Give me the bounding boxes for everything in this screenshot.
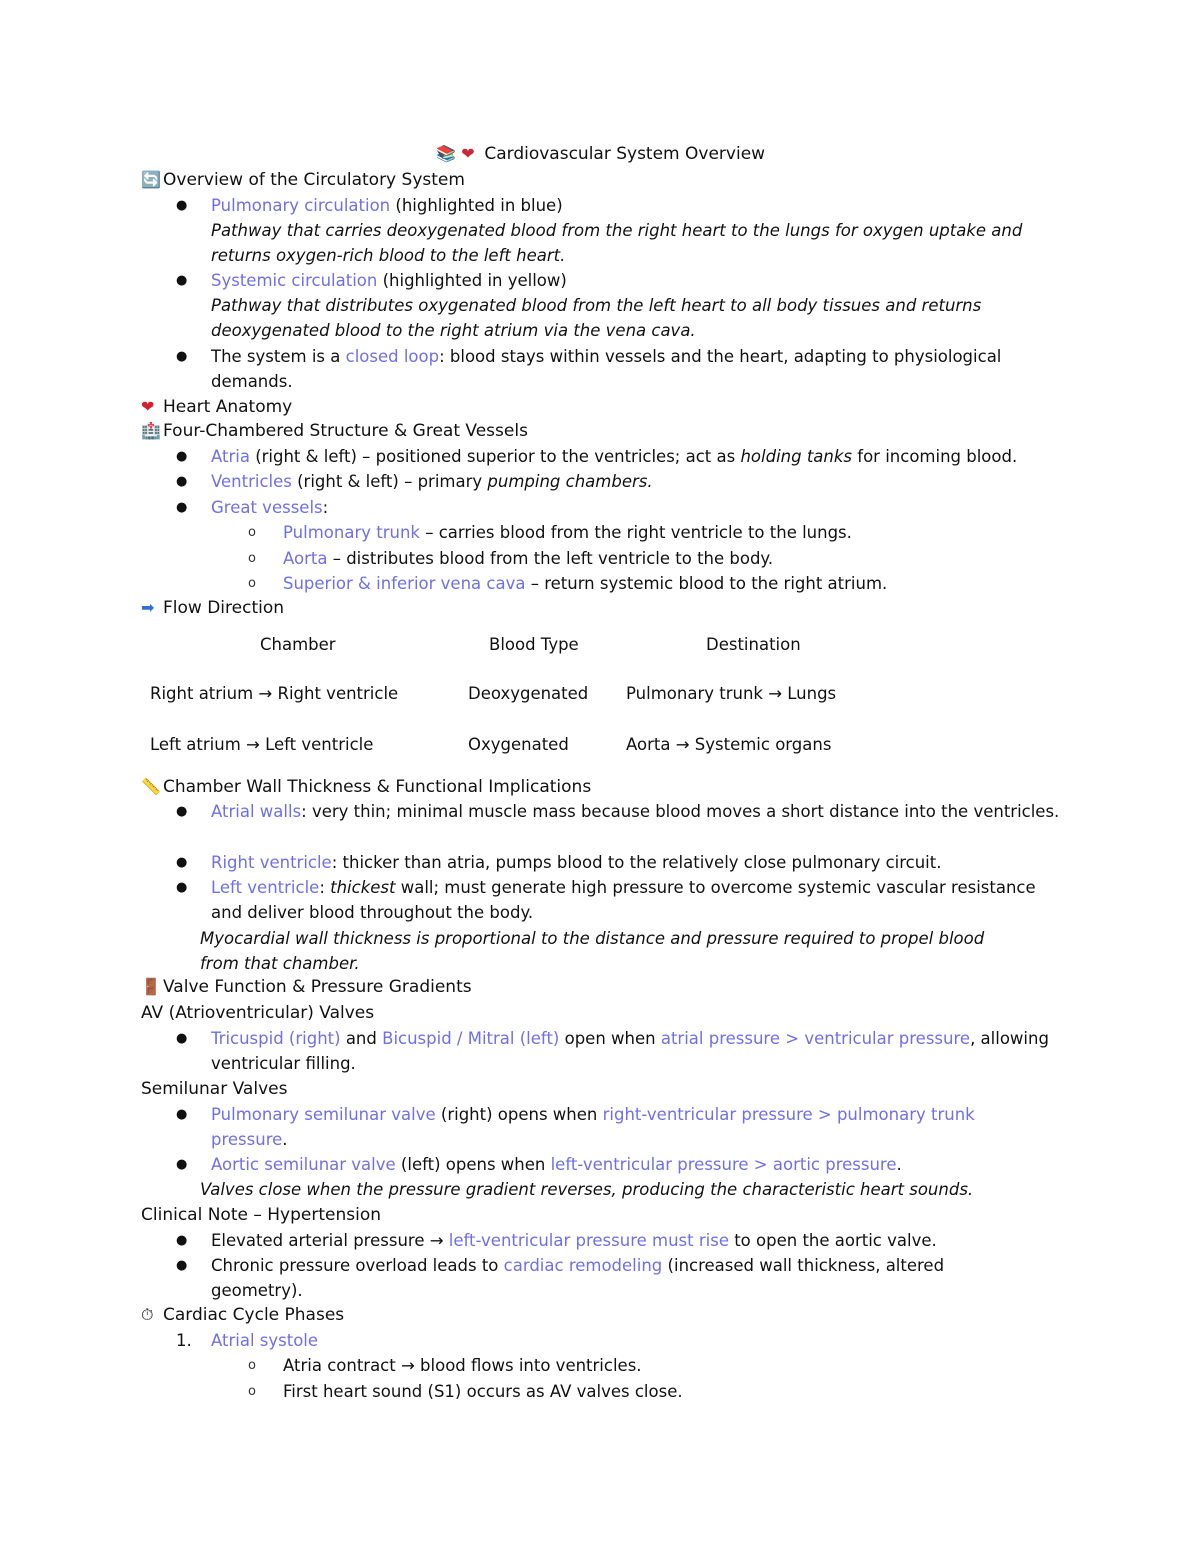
bullet: ● — [176, 198, 188, 213]
list-item: Atria (right & left) – positioned superior to the ventricles; act as holding tanks for incoming blood. — [211, 447, 1018, 466]
sub-list-item: Superior & inferior vena cava – return systemic blood to the right atrium. — [283, 574, 888, 593]
bullet: ● — [176, 449, 188, 464]
table-cell: Deoxygenated — [468, 684, 589, 703]
list-item: Elevated arterial pressure → left-ventricular pressure must rise to open the aortic valve. — [211, 1231, 937, 1250]
arrows-cycle-icon: 🔄 — [141, 170, 161, 189]
table-cell: Left atrium → Left ventricle — [150, 735, 374, 754]
section-heading-flow-direction: ➡ Flow Direction — [141, 598, 285, 618]
ruler-icon: 📏 — [141, 777, 161, 796]
bullet: ● — [176, 1233, 188, 1248]
list-item: Tricuspid (right) and Bicuspid / Mitral (left) open when atrial pressure > ventricular pressure, allowing ventricular filling. — [211, 1029, 1049, 1073]
list-item: Atrial systole — [211, 1331, 319, 1350]
table-header: Destination — [706, 635, 801, 654]
bullet: ● — [176, 880, 188, 895]
title-text: Cardiovascular System Overview — [484, 144, 766, 164]
table-header: Blood Type — [489, 635, 579, 654]
subheading-clinical-note: Clinical Note – Hypertension — [141, 1205, 381, 1225]
table-cell: Right atrium → Right ventricle — [150, 684, 399, 703]
sub-list-item: Atria contract → blood flows into ventricles. — [283, 1356, 642, 1375]
door-icon: 🚪 — [141, 977, 161, 996]
list-item: The system is a closed loop: blood stays within vessels and the heart, adapting to physiological demands. — [211, 347, 1002, 391]
sub-bullet: o — [248, 551, 256, 566]
list-item: Great vessels: — [211, 498, 329, 517]
list-item: Systemic circulation (highlighted in yellow) Pathway that distributes oxygenated blood from the left heart to all body tissues and returns deoxygenated blood to the right atrium via the vena cava. — [211, 271, 982, 340]
bullet: ● — [176, 855, 188, 870]
table-header: Chamber — [260, 635, 336, 654]
subheading-semilunar-valves: Semilunar Valves — [141, 1079, 288, 1099]
bullet: ● — [176, 1107, 188, 1122]
sub-list-item: Pulmonary trunk – carries blood from the right ventricle to the lungs. — [283, 523, 852, 542]
sub-bullet: o — [248, 1384, 256, 1399]
list-item: Aortic semilunar valve (left) opens when left-ventricular pressure > aortic pressure. — [211, 1155, 902, 1174]
italic-note: Valves close when the pressure gradient reverses, producing the characteristic heart sounds. — [200, 1180, 974, 1199]
sub-bullet: o — [248, 576, 256, 591]
list-item: Ventricles (right & left) – primary pumping chambers. — [211, 472, 653, 491]
bullet: ● — [176, 804, 188, 819]
section-heading-overview: 🔄 Overview of the Circulatory System — [141, 170, 465, 190]
anatomical-heart-icon: ❤ — [461, 144, 475, 163]
bullet: ● — [176, 1157, 188, 1172]
list-item: Left ventricle: thickest wall; must generate high pressure to overcome systemic vascular resistance and deliver blood throughout the body. — [211, 878, 1036, 922]
sub-list-item: Aorta – distributes blood from the left ventricle to the body. — [283, 549, 774, 568]
subheading-av-valves: AV (Atrioventricular) Valves — [141, 1003, 375, 1023]
list-item: Pulmonary circulation (highlighted in blue) Pathway that carries deoxygenated blood from the right heart to the lungs for oxygen uptake and returns oxygen-rich blood to the left heart. — [211, 196, 1023, 265]
sub-list-item: First heart sound (S1) occurs as AV valves close. — [283, 1382, 683, 1401]
section-heading-valve-function: 🚪 Valve Function & Pressure Gradients — [141, 977, 472, 997]
list-item: Atrial walls: very thin; minimal muscle mass because blood moves a short distance into the ventricles. — [211, 802, 1060, 821]
section-heading-cardiac-cycle: ⏱ Cardiac Cycle Phases — [141, 1305, 345, 1325]
hospital-icon: 🏥 — [141, 421, 161, 440]
right-arrow-icon: ➡ — [141, 598, 155, 617]
list-item: Right ventricle: thicker than atria, pumps blood to the relatively close pulmonary circuit. — [211, 853, 942, 872]
table-cell: Oxygenated — [468, 735, 569, 754]
page-title — [0, 143, 1200, 165]
stopwatch-icon: ⏱ — [141, 1305, 154, 1324]
section-heading-four-chambered: 🏥 Four-Chambered Structure & Great Vessels — [141, 421, 528, 441]
red-heart-icon: ❤ — [141, 397, 155, 416]
bullet: ● — [176, 1258, 188, 1273]
bullet: ● — [176, 474, 188, 489]
list-number: 1. — [176, 1331, 192, 1350]
table-cell: Pulmonary trunk → Lungs — [626, 684, 837, 703]
list-item: Chronic pressure overload leads to cardiac remodeling (increased wall thickness, altered geometry). — [211, 1256, 945, 1300]
books-icon: 📚 — [435, 144, 456, 163]
bullet: ● — [176, 500, 188, 515]
section-heading-heart-anatomy: ❤ Heart Anatomy — [141, 397, 293, 417]
bullet: ● — [176, 273, 188, 288]
italic-note: Myocardial wall thickness is proportional to the distance and pressure required to propel blood from that chamber. — [200, 929, 985, 973]
sub-bullet: o — [248, 1358, 256, 1373]
bullet: ● — [176, 1031, 188, 1046]
section-heading-wall-thickness: 📏 Chamber Wall Thickness & Functional Implications — [141, 777, 592, 797]
table-cell: Aorta → Systemic organs — [626, 735, 832, 754]
bullet: ● — [176, 349, 188, 364]
sub-bullet: o — [248, 525, 256, 540]
list-item: Pulmonary semilunar valve (right) opens when right-ventricular pressure > pulmonary trunk pressure. — [211, 1105, 975, 1149]
